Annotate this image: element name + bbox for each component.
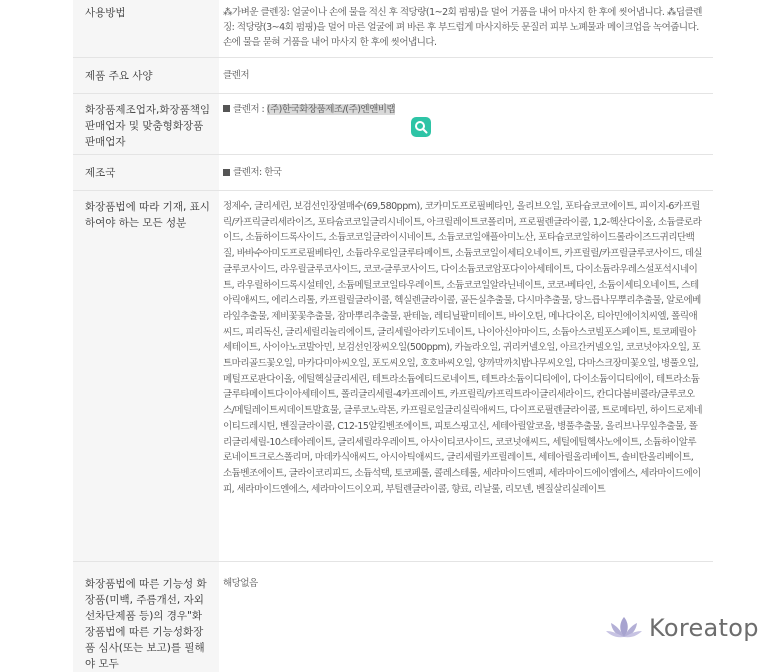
ingredients-value: 정제수, 글리세린, 보검선인장열매수(69,580ppm), 코카미도프로필베타인, 올리브오일, 포타슘코코에이트, 피이지-6카프릴릭/카프릭글리세라이즈, 포타슘코코일글리시네이트, 아크릴레이트코폴리머, 프로필렌글라이콜, 1,2-헥산다이올, 소듐클로라이드, 소듐하이드록사이드, 소듐코코일글라이시네이트, 소듐코코일애플아미노산, 포타슘코코일하이드롤라이즈드귀리단백질, 바바수아미도프로필베타인, 소듐라우로일글루타메이트, 소듐코코일이세티오네이트, 카프릴릴/카프릴글루코사이드, 데실글루코사이드, 라우릴글루코사이드, 코코-글루코사이드, 다이소듐코코암포다이아세테이트, 다이소듐라우레스설포석시네이트, 라우릴하이드록시설테인, 소듐메틸코코일타우레이트, 소듐코코일알라닌네이트, 코코-베타인, 소듐이세티오네이트, 스테아릭애씨드, 에리스리톨, 카프릴릴글라이콜, 헥실렌글라이콜, 골든실추출물, 다시마추출물, 당느릅나무뿌리추출물, 알로에베라잎추출물, 제비꽃꽃추출물, 잠마뿌리추출물, 판테놀, 레티닐팔미테이트, 바이오틴, 메나다이온, 티아민에이치씨엘, 폴릭애씨드, 피리독신, 글리세릴리놀리에이트, 글리세릴아라키도네이트, 나이아신아마이드, 소듐아스코빌포스페이트, 토코페릴아세테이트, 사이아노코발아민, 보검선인장씨오일(500ppm), 카놀라오일, 귀리커넬오일, 아르간커넬오일, 코코넛야자오일, 포트마리골드꽃오일, 마카다미아씨오일, 포도씨오일, 호호바씨오일, 양까막까치밥나무씨오일, 다마스크장미꽃오일, 병풀오일, 메틸프로판다이올, 에틸헥실글리세린, 테트라소듐에티드로네이트, 테트라소듐이디티에이, 다이소듐이디티에이, 테트라소듐글루타메이트다이아세테이트, 폴리글리세릴-4카프레이트, 카프릴릭/카프릭트라이글리세라이드, 칸디다봄비콜라/글루코오스/메틸레이트씨데이트발효물, 글루코노락톤, 카프릴로일글리실릭애씨드, 다이프로필렌글라이콜, 트로메타민, 하이드로제네이티드레시틴, 벤질글라이콜, C12-15알킬벤조에이트, 피토스핑고신, 세테아릴알코올, 병풀추출물, 올리브나무잎추출물, 폴리글리세릴-10스테아레이트, 글리세릴라우레이트, 아사이티코사이드, 코코넛애씨드, 세틸에틸헥사노에이트, 소듐하이알루로네이트크로스폴리머, 마데카식애씨드, 아시아틱애씨드, 글리세릴카프릴레이트, 세테아릴올리베이트, 솔비탄올리베이트, 소듐벤조에이트, 글라이코리피드, 소듐석택, 토코페롤, 콜레스테롤, 세라마이드엔피, 세라마이드에이엠에스, 세라마이드에이피, 세라마이드엔에스, 세라마이드이오피, 부틸렌글라이콜, 향료, 리날룰, 리모넨, 벤질살리실레이트 [223,201,703,495]
origin-label: 제조국 [73,155,219,190]
origin-value: 클렌저: 한국 [233,167,282,178]
functional-label: 화장품법에 따른 기능성 화장품(미백, 주름개선, 자외선차단제품 등)의 경우"화장품법에 따른 기능성화장품 심사(또는 보고)를 필해야 모두 [73,562,219,672]
ingredients-row [73,191,713,562]
functional-value: 해당없음 [223,578,258,589]
manufacturer-prefix: 클렌저 : [233,104,267,115]
product-info-table [73,0,713,672]
manufacturer-row [73,94,713,155]
manufacturer-value[interactable]: (주)한국화장품제조/(주)엔앤비랩 [266,104,396,115]
search-icon [414,120,428,134]
bullet-square-icon [223,169,230,176]
brand-name: Koreatop [649,614,759,642]
spec-label: 제품 주요 사양 [73,58,219,93]
origin-value-cell [219,155,713,190]
origin-row [73,155,713,191]
spec-row [73,58,713,94]
usage-value: ⁂가벼운 클렌징: 얼굴이나 손에 물을 적신 후 적당량(1~2회 펌핑)을 덜어 거품을 내어 마사지 한 후에 씻어냅니다. ⁂딥클렌징: 적당량(3~4회 펌핑)을 덜어 마른 얼굴에 펴 바른 후 부드럽게 마사지하듯 문질러 피부 노폐물과 메이크업을 녹여줍니다. 손에 물을 묻혀 거품을 내어 마사지 한 후에 씻어냅니다. [223,7,702,48]
lotus-icon [605,615,643,641]
bullet-square-icon [223,105,230,112]
ingredients-label: 화장품법에 따라 기재, 표시하여야 하는 모든 성분 [73,191,219,561]
spec-value: 클렌저 [223,70,250,81]
manufacturer-value-cell [219,94,713,154]
usage-row [73,0,713,58]
manufacturer-label: 화장품제조업자,화장품책임판매업자 및 맞춤형화장품판매업자 [73,94,219,154]
koreatop-watermark [605,614,759,642]
usage-label: 사용방법 [73,0,219,57]
search-badge[interactable] [411,117,431,137]
